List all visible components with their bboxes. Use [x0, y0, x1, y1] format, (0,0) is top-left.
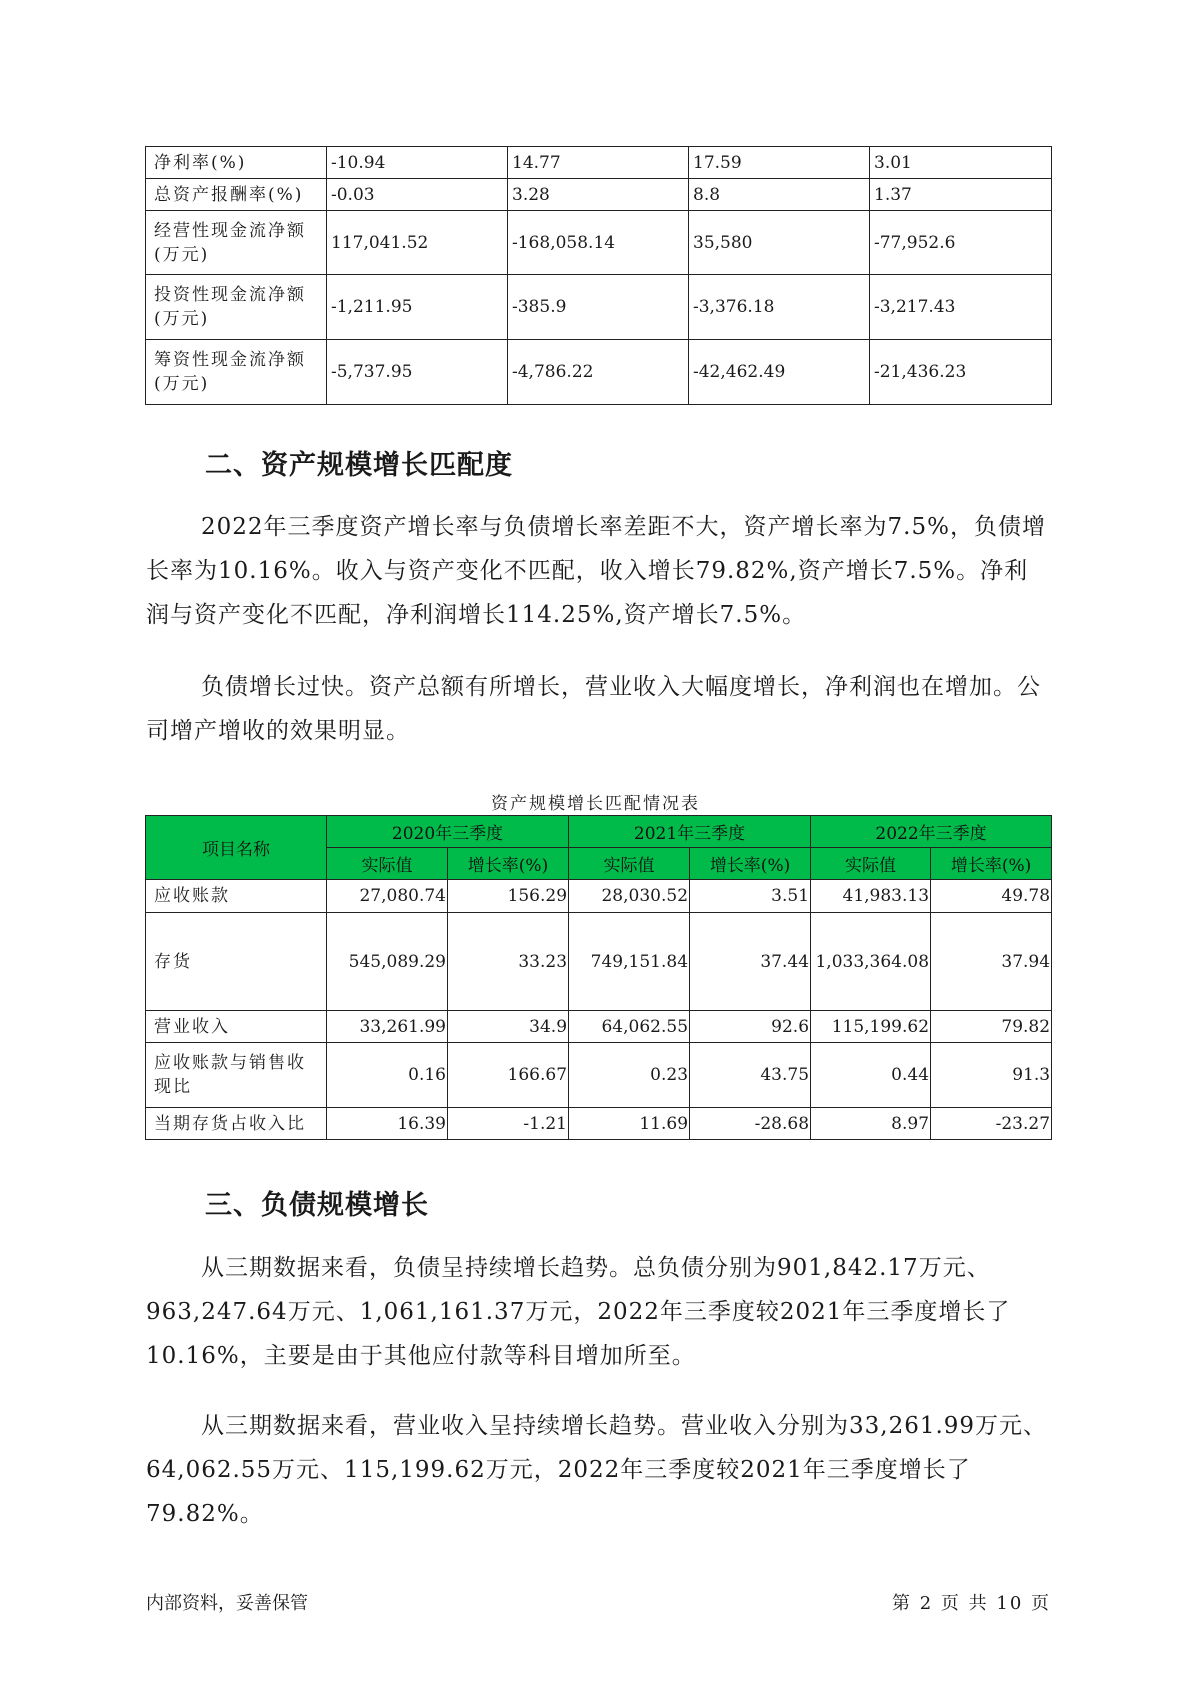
table-cell: 3.51: [690, 880, 811, 913]
table-cell: 37.94: [931, 913, 1052, 1011]
table-row: [146, 880, 1052, 913]
paragraph: 2022年三季度资产增长率与负债增长率差距不大，资产增长率为7.5%，负债增长率为10.16%。收入与资产变化不匹配，收入增长79.82%,资产增长7.5%。净利润与资产变化不匹配，净利润增长114.25%,资产增长7.5%。: [146, 514, 1046, 628]
table-cell: 16.39: [327, 1108, 448, 1140]
asset-growth-match-table: [145, 815, 1052, 1140]
table-row: [146, 340, 1052, 405]
table-cell: -4,786.22: [508, 340, 689, 405]
table-cell: -42,462.49: [689, 340, 870, 405]
table-row: [146, 1043, 1052, 1108]
table-cell: 156.29: [448, 880, 569, 913]
table-cell: -28.68: [690, 1108, 811, 1140]
table-cell: 749,151.84: [569, 913, 690, 1011]
table-cell: 11.69: [569, 1108, 690, 1140]
table-cell: 1,033,364.08: [811, 913, 931, 1011]
table-cell: 34.9: [448, 1011, 569, 1043]
section-heading: 三、负债规模增长: [205, 1190, 429, 1221]
table-cell: 3.01: [870, 147, 1052, 179]
table-row: [146, 275, 1052, 340]
table-cell: 117,041.52: [327, 211, 508, 275]
table-cell: 8.97: [811, 1108, 931, 1140]
row-label: 总资产报酬率(%): [146, 179, 327, 211]
table-cell: -10.94: [327, 147, 508, 179]
footer-page-number: 第 2 页 共 10 页: [892, 1593, 1051, 1614]
table-row: [146, 913, 1052, 1011]
table-cell: 35,580: [689, 211, 870, 275]
row-label: 净利率(%): [146, 147, 327, 179]
row-label: 营业收入: [146, 1011, 327, 1043]
table-cell: -77,952.6: [870, 211, 1052, 275]
row-label: 应收账款与销售收现比: [146, 1043, 327, 1108]
table-cell: 37.44: [690, 913, 811, 1011]
table-cell: -3,217.43: [870, 275, 1052, 340]
table-cell: -385.9: [508, 275, 689, 340]
row-label: 存货: [146, 913, 327, 1011]
table-cell: -1.21: [448, 1108, 569, 1140]
table-cell: 17.59: [689, 147, 870, 179]
table-cell: 14.77: [508, 147, 689, 179]
table-cell: 92.6: [690, 1011, 811, 1043]
table-cell: -1,211.95: [327, 275, 508, 340]
table-caption: 资产规模增长匹配情况表: [491, 794, 700, 814]
table-cell: 28,030.52: [569, 880, 690, 913]
paragraph: 负债增长过快。资产总额有所增长，营业收入大幅度增长，净利润也在增加。公司增产增收的效果明显。: [146, 674, 1041, 744]
table-cell: 0.44: [811, 1043, 931, 1108]
paragraph: 从三期数据来看，营业收入呈持续增长趋势。营业收入分别为33,261.99万元、64,062.55万元、115,199.62万元，2022年三季度较2021年三季度增长了79.82%。: [146, 1413, 1048, 1527]
table-row: [146, 211, 1052, 275]
column-header: 增长率(%): [690, 848, 811, 880]
column-header: 增长率(%): [931, 848, 1052, 880]
financial-indicators-table: [145, 146, 1052, 405]
corner-header: 项目名称: [146, 816, 327, 880]
table-cell: 0.16: [327, 1043, 448, 1108]
column-header: 实际值: [327, 848, 448, 880]
table-row: [146, 147, 1052, 179]
table-cell: -3,376.18: [689, 275, 870, 340]
row-label: 投资性现金流净额(万元): [146, 275, 327, 340]
table-cell: 33,261.99: [327, 1011, 448, 1043]
table-cell: 8.8: [689, 179, 870, 211]
table-cell: 115,199.62: [811, 1011, 931, 1043]
table-cell: 43.75: [690, 1043, 811, 1108]
table-cell: 166.67: [448, 1043, 569, 1108]
column-header: 增长率(%): [448, 848, 569, 880]
table-cell: -21,436.23: [870, 340, 1052, 405]
table-cell: 1.37: [870, 179, 1052, 211]
table-cell: -168,058.14: [508, 211, 689, 275]
paragraph: 从三期数据来看，负债呈持续增长趋势。总负债分别为901,842.17万元、963,247.64万元、1,061,161.37万元，2022年三季度较2021年三季度增长了10.16%，主要是由于其他应付款等科目增加所至。: [146, 1255, 1011, 1369]
table-cell: -5,737.95: [327, 340, 508, 405]
table-cell: -0.03: [327, 179, 508, 211]
table-cell: 27,080.74: [327, 880, 448, 913]
section-heading: 二、资产规模增长匹配度: [205, 450, 513, 481]
table-cell: 91.3: [931, 1043, 1052, 1108]
table-row: [146, 179, 1052, 211]
row-label: 筹资性现金流净额(万元): [146, 340, 327, 405]
table-row: [146, 1108, 1052, 1140]
table-row: [146, 1011, 1052, 1043]
table-cell: 79.82: [931, 1011, 1052, 1043]
table-cell: 41,983.13: [811, 880, 931, 913]
column-header: 实际值: [811, 848, 931, 880]
row-label: 应收账款: [146, 880, 327, 913]
period-header: 2020年三季度: [327, 816, 569, 848]
table-cell: 49.78: [931, 880, 1052, 913]
footer-confidential-note: 内部资料，妥善保管: [146, 1593, 308, 1614]
row-label: 当期存货占收入比: [146, 1108, 327, 1140]
table-cell: 64,062.55: [569, 1011, 690, 1043]
table-cell: 545,089.29: [327, 913, 448, 1011]
period-header: 2022年三季度: [811, 816, 1052, 848]
header-row: [146, 816, 1052, 848]
table-cell: 0.23: [569, 1043, 690, 1108]
column-header: 实际值: [569, 848, 690, 880]
table-cell: 33.23: [448, 913, 569, 1011]
table-cell: -23.27: [931, 1108, 1052, 1140]
table-cell: 3.28: [508, 179, 689, 211]
row-label: 经营性现金流净额(万元): [146, 211, 327, 275]
period-header: 2021年三季度: [569, 816, 811, 848]
